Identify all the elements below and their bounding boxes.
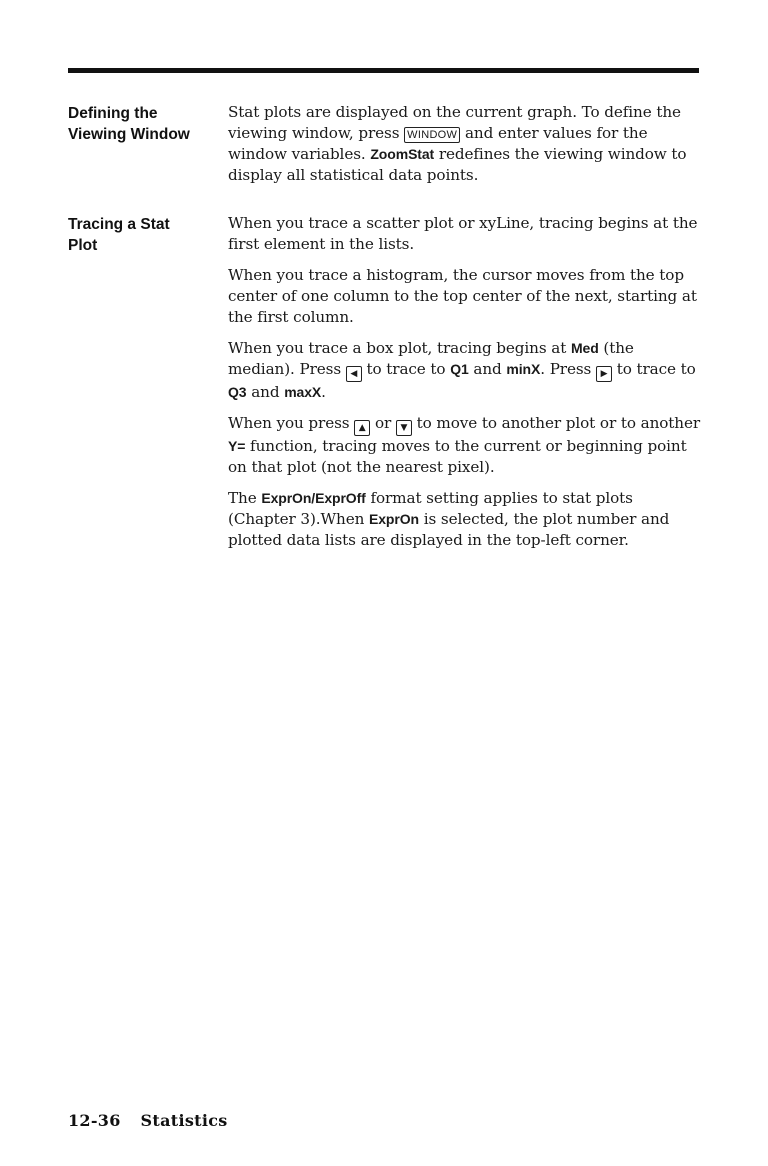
text-run: and bbox=[246, 383, 285, 401]
command-keyword: ExprOn/ExprOff bbox=[261, 490, 366, 506]
section-body bbox=[228, 213, 703, 561]
text-run: Stat plots are displayed on the current graph. To define the viewing window, press bbox=[228, 103, 681, 142]
page-footer bbox=[68, 1111, 228, 1130]
heading-line: Tracing a Stat bbox=[68, 216, 170, 233]
text-run: to trace to bbox=[611, 360, 696, 378]
text-run: When you trace a box plot, tracing begins at bbox=[228, 339, 571, 357]
arrow-right-key-icon: ▶ bbox=[596, 366, 612, 382]
chapter-title: Statistics bbox=[140, 1111, 228, 1130]
text-run: When you press bbox=[228, 414, 355, 432]
command-keyword: Med bbox=[570, 340, 599, 356]
text-run: and enter values for the window variables. bbox=[228, 124, 648, 163]
text-run: The bbox=[228, 489, 262, 507]
text-run: to move to another plot or to another bbox=[411, 414, 701, 432]
command-keyword: maxX bbox=[284, 384, 322, 400]
body-paragraph bbox=[228, 488, 703, 551]
arrow-left-key-icon: ◀ bbox=[346, 366, 362, 382]
text-run: function, tracing moves to the current or beginning point on that plot (not the nearest pixel). bbox=[228, 437, 687, 476]
heading-line: Viewing Window bbox=[68, 126, 190, 143]
page-number: 12-36 bbox=[68, 1111, 121, 1130]
text-run: to trace to bbox=[361, 360, 451, 378]
arrow-up-key-icon: ▲ bbox=[354, 420, 370, 436]
top-rule bbox=[68, 68, 699, 73]
command-keyword: ZoomStat bbox=[370, 146, 435, 162]
heading-line: Plot bbox=[68, 237, 98, 254]
text-run: and bbox=[468, 360, 507, 378]
body-paragraph bbox=[228, 338, 703, 403]
command-keyword: Q1 bbox=[450, 361, 469, 377]
text-run: is selected, the plot number and plotted data lists are displayed in the top-left corner. bbox=[228, 510, 670, 549]
text-run: . Press bbox=[540, 360, 596, 378]
text-run: When you trace a scatter plot or xyLine, tracing begins at the first element in the lists. bbox=[228, 214, 698, 253]
command-keyword: minX bbox=[506, 361, 541, 377]
command-keyword: Q3 bbox=[228, 384, 247, 400]
command-keyword: Y= bbox=[228, 438, 246, 454]
text-run: . bbox=[321, 383, 326, 401]
section-heading bbox=[68, 214, 218, 256]
body-paragraph bbox=[228, 413, 703, 478]
text-run: or bbox=[370, 414, 396, 432]
body-paragraph bbox=[228, 265, 703, 328]
section-heading bbox=[68, 103, 218, 145]
body-paragraph bbox=[228, 102, 703, 186]
window-key: WINDOW bbox=[404, 127, 460, 143]
command-keyword: ExprOn bbox=[369, 511, 419, 527]
arrow-down-key-icon: ▼ bbox=[396, 420, 412, 436]
text-run: (the median). Press bbox=[228, 339, 634, 378]
text-run: redefines the viewing window to display all statistical data points. bbox=[228, 145, 687, 184]
heading-line: Defining the bbox=[68, 105, 158, 122]
section-body bbox=[228, 102, 703, 196]
text-run: format setting applies to stat plots (Chapter 3).When bbox=[228, 489, 633, 528]
body-paragraph bbox=[228, 213, 703, 255]
text-run: When you trace a histogram, the cursor moves from the top center of one column to the top center of the next, starting at the first column. bbox=[228, 266, 697, 326]
